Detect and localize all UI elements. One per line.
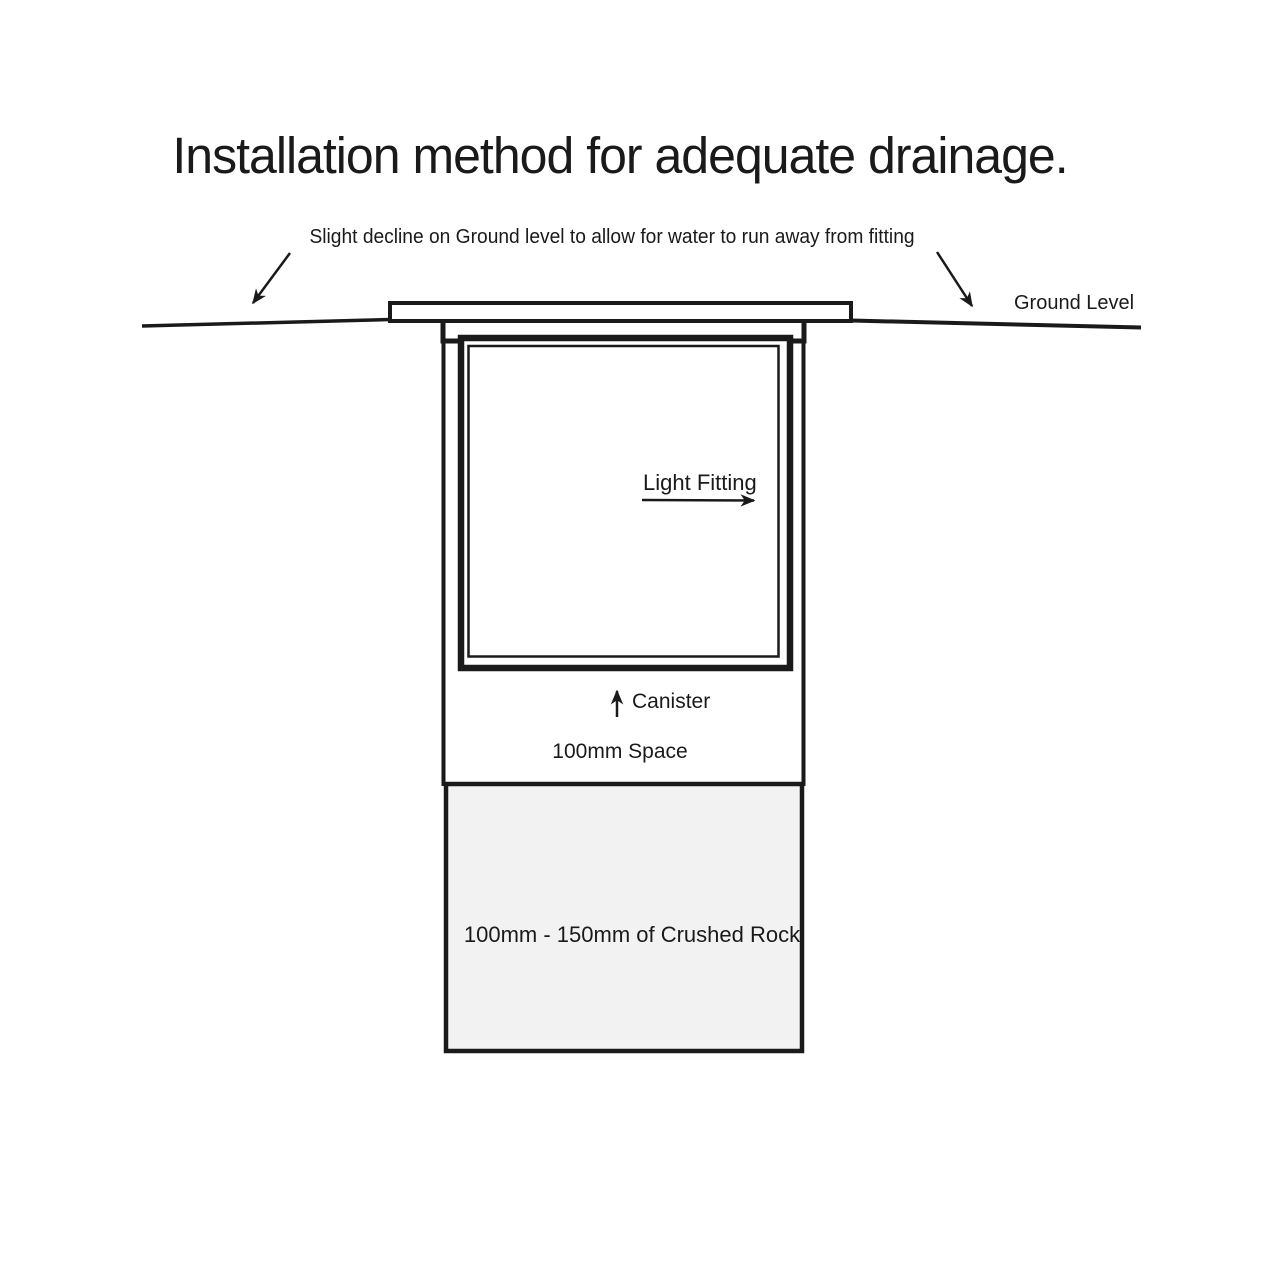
ground-line-left bbox=[142, 320, 390, 327]
decline-arrow-left bbox=[253, 253, 290, 303]
light-fitting-label: Light Fitting bbox=[643, 470, 757, 495]
page-title: Installation method for adequate drainage. bbox=[172, 127, 1068, 184]
ground-line-right bbox=[851, 321, 1141, 328]
space-label: 100mm Space bbox=[552, 740, 688, 763]
decline-note-label: Slight decline on Ground level to allow for water to run away from fitting bbox=[309, 226, 915, 248]
ground-level-label: Ground Level bbox=[1014, 292, 1135, 314]
canister-label: Canister bbox=[632, 690, 711, 713]
light-fitting-arrow bbox=[642, 500, 754, 501]
fitting-flange bbox=[390, 303, 851, 321]
decline-arrow-right bbox=[937, 252, 972, 306]
crushed-rock-label: 100mm - 150mm of Crushed Rock bbox=[463, 922, 801, 947]
crushed-rock-area bbox=[446, 784, 802, 1051]
